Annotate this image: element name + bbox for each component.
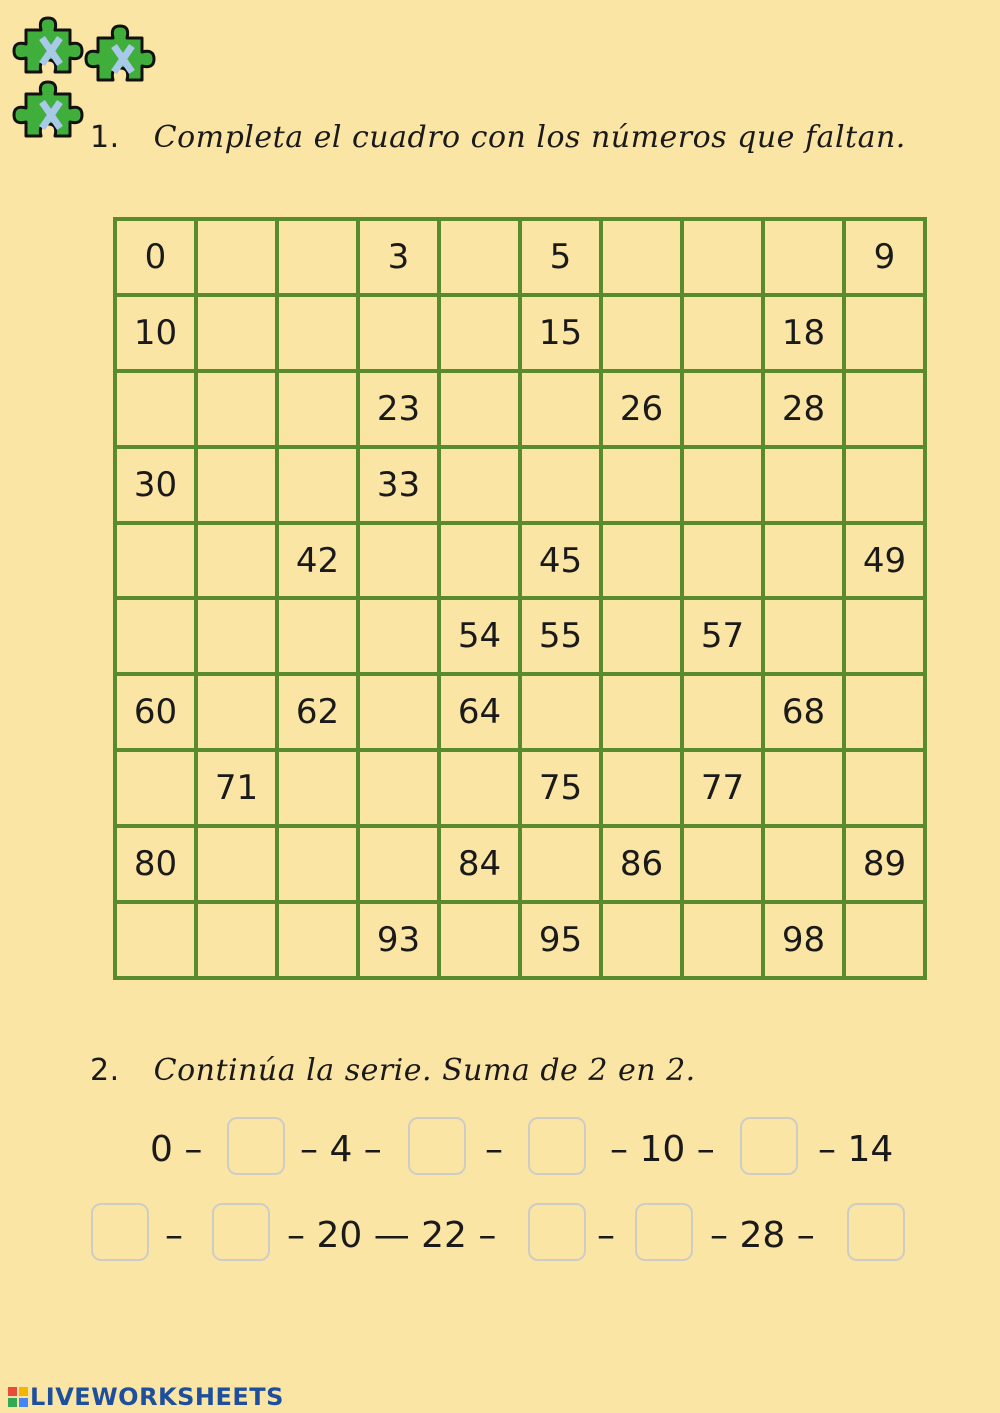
grid-cell-given: 84 (439, 826, 520, 902)
grid-row (115, 826, 925, 902)
grid-cell-empty[interactable] (601, 523, 682, 599)
grid-cell-empty[interactable] (520, 674, 601, 750)
grid-cell-given: 42 (277, 523, 358, 599)
grid-cell-given: 30 (115, 447, 196, 523)
grid-cell-given: 26 (601, 371, 682, 447)
question-2-heading (90, 1053, 696, 1088)
question-1-number: 1. (90, 120, 120, 155)
grid-cell-empty[interactable] (601, 674, 682, 750)
grid-cell-given: 80 (115, 826, 196, 902)
grid-row (115, 750, 925, 826)
grid-cell-empty[interactable] (601, 598, 682, 674)
answer-box[interactable] (847, 1203, 905, 1261)
grid-cell-empty[interactable] (277, 598, 358, 674)
grid-cell-empty[interactable] (844, 674, 925, 750)
answer-box[interactable] (740, 1117, 798, 1175)
grid-row (115, 447, 925, 523)
grid-cell-empty[interactable] (439, 902, 520, 978)
answer-box[interactable] (635, 1203, 693, 1261)
grid-cell-given: 3 (358, 219, 439, 295)
grid-cell-empty[interactable] (763, 447, 844, 523)
answer-box[interactable] (227, 1117, 285, 1175)
grid-cell-empty[interactable] (115, 371, 196, 447)
grid-cell-empty[interactable] (196, 219, 277, 295)
grid-cell-empty[interactable] (682, 219, 763, 295)
liveworksheets-logo-icon (8, 1387, 28, 1407)
grid-cell-empty[interactable] (277, 219, 358, 295)
series-row-2 (0, 1203, 1000, 1267)
answer-box[interactable] (91, 1203, 149, 1261)
series-row-1 (0, 1117, 1000, 1181)
grid-cell-empty[interactable] (844, 598, 925, 674)
grid-cell-given: 75 (520, 750, 601, 826)
grid-cell-empty[interactable] (115, 902, 196, 978)
grid-cell-empty[interactable] (601, 295, 682, 371)
grid-cell-empty[interactable] (439, 219, 520, 295)
grid-cell-given: 33 (358, 447, 439, 523)
grid-cell-empty[interactable] (358, 295, 439, 371)
grid-cell-empty[interactable] (682, 826, 763, 902)
grid-cell-empty[interactable] (682, 902, 763, 978)
liveworksheets-brand: LIVEWORKSHEETS (30, 1383, 284, 1411)
grid-cell-empty[interactable] (763, 598, 844, 674)
grid-cell-empty[interactable] (763, 523, 844, 599)
grid-cell-given: 5 (520, 219, 601, 295)
grid-row (115, 295, 925, 371)
grid-cell-empty[interactable] (844, 447, 925, 523)
grid-cell-empty[interactable] (196, 674, 277, 750)
grid-cell-empty[interactable] (682, 674, 763, 750)
grid-cell-empty[interactable] (763, 826, 844, 902)
grid-cell-given: 54 (439, 598, 520, 674)
grid-cell-empty[interactable] (520, 826, 601, 902)
grid-cell-empty[interactable] (358, 674, 439, 750)
series-text: – (165, 1215, 183, 1256)
grid-cell-given: 89 (844, 826, 925, 902)
grid-cell-empty[interactable] (844, 371, 925, 447)
grid-cell-empty[interactable] (763, 750, 844, 826)
grid-cell-empty[interactable] (358, 826, 439, 902)
grid-cell-empty[interactable] (196, 826, 277, 902)
grid-cell-empty[interactable] (682, 371, 763, 447)
grid-cell-empty[interactable] (196, 598, 277, 674)
grid-row (115, 523, 925, 599)
grid-cell-given: 0 (115, 219, 196, 295)
grid-cell-empty[interactable] (439, 447, 520, 523)
grid-cell-given: 15 (520, 295, 601, 371)
series-text: 0 – (150, 1129, 203, 1170)
grid-cell-given: 55 (520, 598, 601, 674)
grid-cell-given: 64 (439, 674, 520, 750)
grid-cell-given: 98 (763, 902, 844, 978)
grid-cell-empty[interactable] (439, 750, 520, 826)
grid-cell-given: 77 (682, 750, 763, 826)
grid-cell-empty[interactable] (520, 447, 601, 523)
grid-cell-given: 71 (196, 750, 277, 826)
grid-cell-given: 49 (844, 523, 925, 599)
grid-cell-empty[interactable] (196, 371, 277, 447)
grid-cell-empty[interactable] (682, 295, 763, 371)
grid-cell-empty[interactable] (196, 447, 277, 523)
grid-cell-given: 28 (763, 371, 844, 447)
grid-cell-given: 9 (844, 219, 925, 295)
grid-cell-empty[interactable] (115, 523, 196, 599)
grid-row (115, 219, 925, 295)
grid-cell-given: 18 (763, 295, 844, 371)
grid-cell-given: 62 (277, 674, 358, 750)
grid-row (115, 371, 925, 447)
grid-row (115, 598, 925, 674)
grid-cell-empty[interactable] (277, 826, 358, 902)
grid-row (115, 674, 925, 750)
grid-cell-empty[interactable] (277, 447, 358, 523)
grid-cell-given: 45 (520, 523, 601, 599)
series-text: – 20 — 22 – (287, 1215, 497, 1256)
grid-cell-empty[interactable] (358, 523, 439, 599)
question-2-text: Continúa la serie. Suma de 2 en 2. (153, 1053, 696, 1088)
grid-cell-given: 68 (763, 674, 844, 750)
grid-cell-empty[interactable] (196, 523, 277, 599)
grid-row (115, 902, 925, 978)
grid-cell-given: 93 (358, 902, 439, 978)
question-2-number: 2. (90, 1053, 120, 1088)
grid-cell-empty[interactable] (115, 598, 196, 674)
grid-cell-given: 23 (358, 371, 439, 447)
grid-cell-empty[interactable] (601, 750, 682, 826)
grid-cell-empty[interactable] (601, 219, 682, 295)
grid-cell-empty[interactable] (682, 523, 763, 599)
grid-cell-empty[interactable] (277, 371, 358, 447)
grid-cell-given: 95 (520, 902, 601, 978)
grid-cell-empty[interactable] (358, 598, 439, 674)
grid-cell-empty[interactable] (196, 902, 277, 978)
grid-cell-empty[interactable] (844, 295, 925, 371)
grid-cell-empty[interactable] (601, 447, 682, 523)
grid-cell-empty[interactable] (682, 447, 763, 523)
grid-cell-empty[interactable] (844, 902, 925, 978)
grid-cell-given: 10 (115, 295, 196, 371)
question-1-text: Completa el cuadro con los números que faltan. (153, 120, 906, 155)
grid-cell-empty[interactable] (439, 371, 520, 447)
grid-cell-given: 86 (601, 826, 682, 902)
series-text: – 4 – (300, 1129, 382, 1170)
grid-cell-empty[interactable] (115, 750, 196, 826)
grid-cell-given: 60 (115, 674, 196, 750)
series-text: – (485, 1129, 503, 1170)
series-text: – 10 – (610, 1129, 715, 1170)
answer-box[interactable] (212, 1203, 270, 1261)
grid-cell-empty[interactable] (844, 750, 925, 826)
answer-box[interactable] (408, 1117, 466, 1175)
grid-cell-empty[interactable] (358, 750, 439, 826)
grid-cell-given: 57 (682, 598, 763, 674)
question-1-heading (90, 120, 906, 155)
grid-cell-empty[interactable] (601, 902, 682, 978)
grid-cell-empty[interactable] (277, 750, 358, 826)
grid-cell-empty[interactable] (277, 902, 358, 978)
hundred-chart-grid (113, 217, 927, 980)
grid-cell-empty[interactable] (277, 295, 358, 371)
answer-box[interactable] (528, 1203, 586, 1261)
answer-box[interactable] (528, 1117, 586, 1175)
series-text: – 14 (818, 1129, 894, 1170)
grid-cell-empty[interactable] (439, 523, 520, 599)
grid-cell-empty[interactable] (520, 371, 601, 447)
grid-cell-empty[interactable] (196, 295, 277, 371)
grid-cell-empty[interactable] (763, 219, 844, 295)
liveworksheets-footer (8, 1383, 284, 1411)
series-text: – 28 – (710, 1215, 815, 1256)
grid-cell-empty[interactable] (439, 295, 520, 371)
series-text: – (597, 1215, 615, 1256)
